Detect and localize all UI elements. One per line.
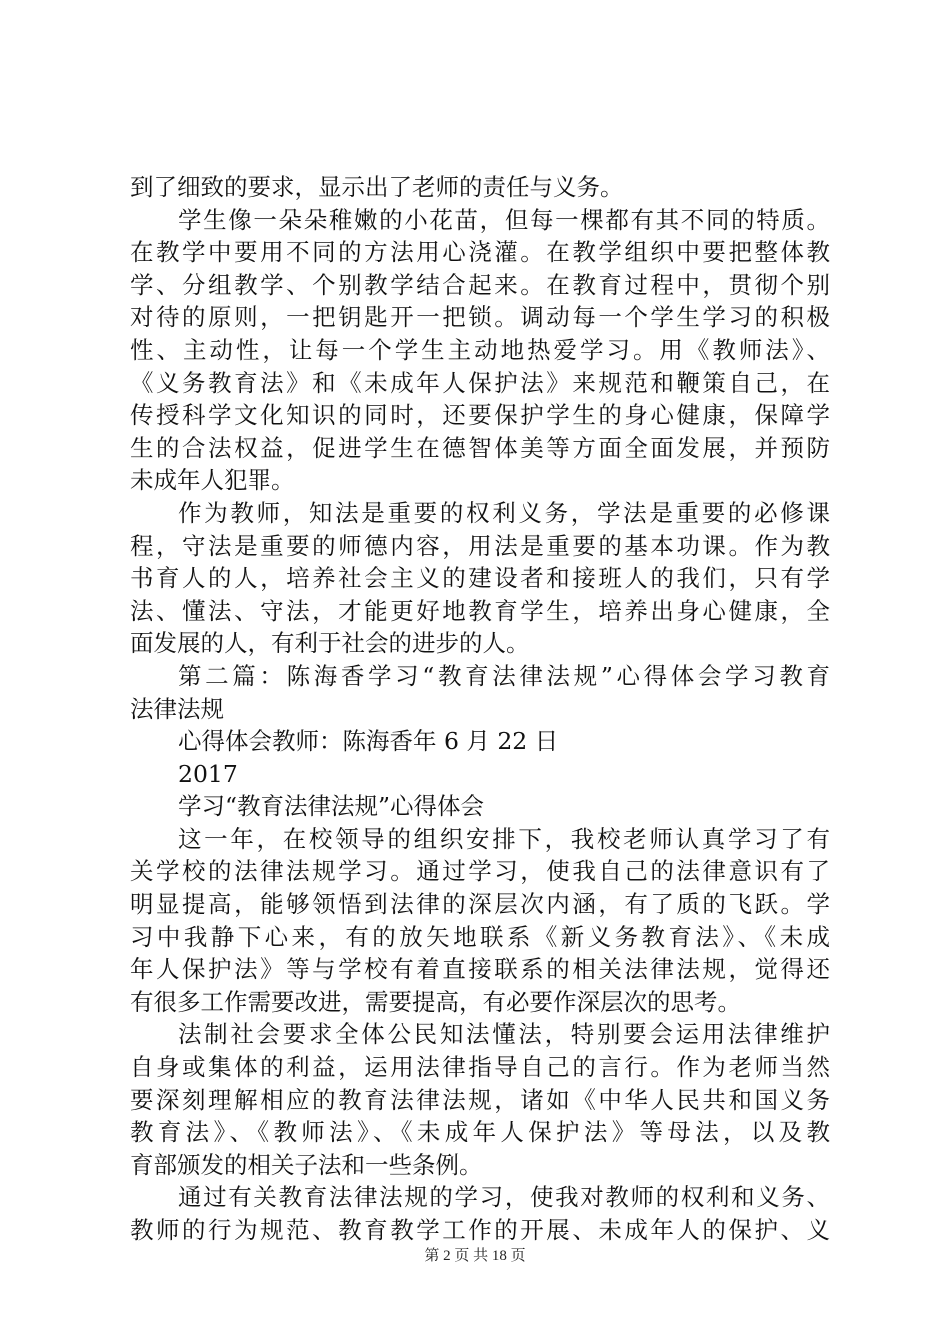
text-line: 年人保护法》等与学校有着直接联系的相关法律法规，觉得还	[130, 955, 830, 984]
text-line: 面发展的人，有利于社会的进步的人。	[130, 629, 530, 658]
text-line: 生的合法权益，促进学生在德智体美等方面全面发展，并预防	[130, 433, 830, 462]
text-line: 法制社会要求全体公民知法懂法，特别要会运用法律维护	[178, 1020, 830, 1049]
text-line: 未成年人犯罪。	[130, 466, 295, 495]
text-line: 习中我静下心来，有的放矢地联系《新义务教育法》、《未成	[130, 922, 830, 951]
text-line: 第二篇：陈海香学习“教育法律法规”心得体会学习教育	[178, 661, 830, 690]
text-line: 2017	[178, 759, 238, 788]
text-line: 育部颁发的相关子法和一些条例。	[130, 1150, 483, 1179]
text-line: 明显提高，能够领悟到法律的深层次内涵，有了质的飞跃。学	[130, 890, 830, 919]
text-line: 教师的行为规范、教育教学工作的开展、未成年人的保护、义	[130, 1216, 830, 1244]
text-line: 书育人的人，培养社会主义的建设者和接班人的我们，只有学	[130, 564, 830, 593]
text-line: 传授科学文化知识的同时，还要保护学生的身心健康，保障学	[130, 401, 830, 430]
text-line: 学习“教育法律法规”心得体会	[178, 792, 485, 821]
page-footer: 第 2 页 共 18 页	[424, 1248, 526, 1264]
text-line: 在教学中要用不同的方法用心浇灌。在教学组织中要把整体教	[130, 238, 830, 267]
text-line: 对待的原则，一把钥匙开一把锁。调动每一个学生学习的积极	[130, 303, 830, 332]
text-line: 性、主动性，让每一个学生主动地热爱学习。用《教师法》、	[130, 335, 830, 364]
text-line: 通过有关教育法律法规的学习，使我对教师的权利和义务、	[178, 1183, 830, 1212]
text-line: 法、懂法、守法，才能更好地教育学生，培养出身心健康，全	[130, 596, 830, 625]
document-body	[130, 171, 830, 1247]
text-line: 教育法》、《教师法》、《未成年人保护法》等母法，以及教	[130, 1118, 830, 1147]
text-line: 法律法规	[130, 694, 224, 723]
text-line: 要深刻理解相应的教育法律法规，诸如《中华人民共和国义务	[130, 1085, 830, 1114]
text-line: 心得体会教师：陈海香年 6 月 22 日	[178, 727, 559, 756]
text-line: 这一年，在校领导的组织安排下，我校老师认真学习了有	[178, 824, 830, 853]
text-line: 学生像一朵朵稚嫩的小花苗，但每一棵都有其不同的特质。	[178, 205, 830, 234]
text-line: 有很多工作需要改进，需要提高，有必要作深层次的思考。	[130, 987, 741, 1016]
text-line: 到了细致的要求，显示出了老师的责任与义务。	[130, 173, 624, 201]
text-line: 作为教师，知法是重要的权利义务，学法是重要的必修课	[178, 498, 830, 527]
text-line: 《义务教育法》和《未成年人保护法》来规范和鞭策自己，在	[130, 368, 830, 397]
text-line: 关学校的法律法规学习。通过学习，使我自己的法律意识有了	[130, 857, 830, 886]
text-line: 学、分组教学、个别教学结合起来。在教育过程中，贯彻个别	[130, 270, 830, 299]
text-line: 程，守法是重要的师德内容，用法是重要的基本功课。作为教	[130, 531, 830, 560]
text-line: 自身或集体的利益，运用法律指导自己的言行。作为老师当然	[130, 1053, 830, 1082]
